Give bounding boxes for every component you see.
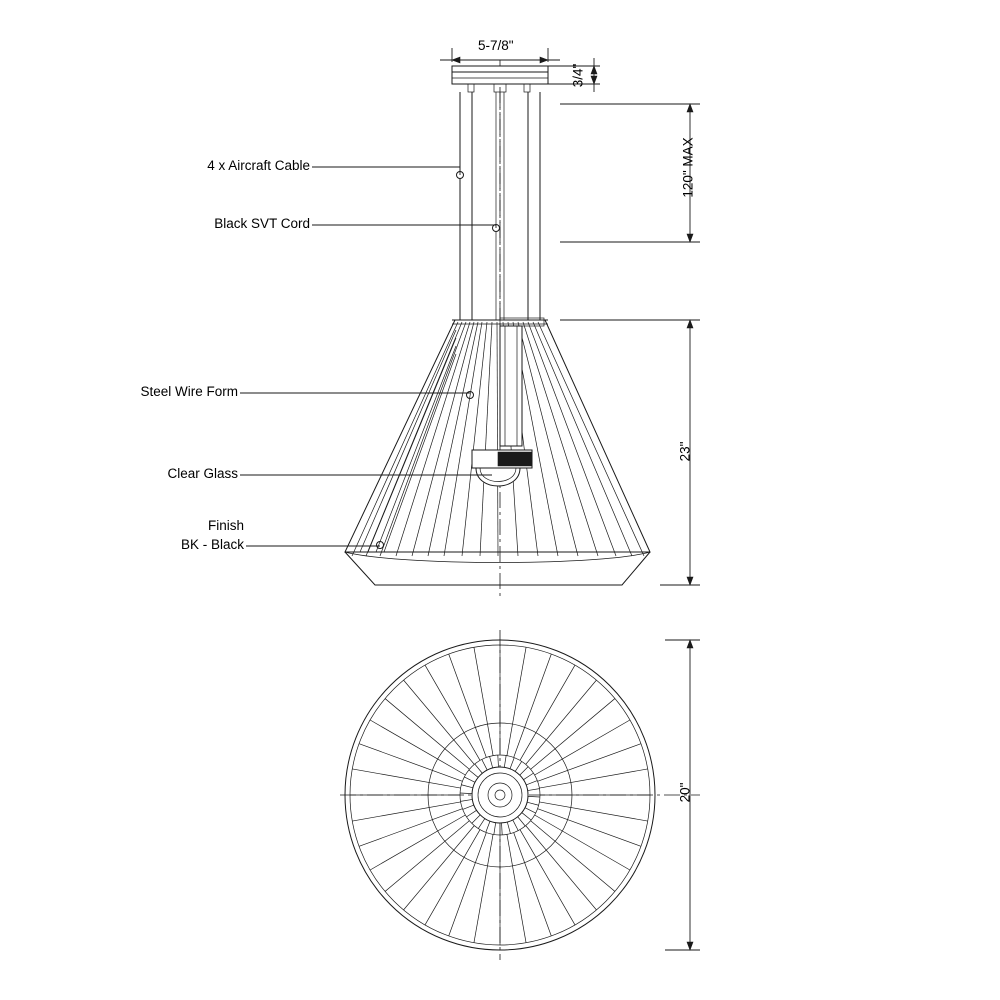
plan-rib bbox=[449, 654, 487, 757]
canopy-plate bbox=[452, 66, 548, 72]
plan-hub-rib bbox=[528, 789, 540, 791]
plan-hub-rib bbox=[463, 805, 474, 809]
plan-hub-rib bbox=[504, 755, 506, 767]
plan-hub-rib bbox=[472, 815, 480, 824]
dim-label-max-drop: 120" MAX bbox=[680, 137, 696, 198]
shade-bottom-rim bbox=[345, 552, 650, 585]
shade-top-bracket bbox=[500, 318, 544, 326]
dim-label-plan-diameter: 20" bbox=[677, 782, 693, 803]
plan-hub-rib bbox=[494, 823, 496, 835]
rim-ellipse-front bbox=[345, 552, 650, 563]
plan-hub-rib bbox=[460, 793, 472, 794]
plan-hub-rib bbox=[522, 813, 531, 821]
plan-hub-rib bbox=[469, 770, 478, 778]
plan-hub-rib bbox=[475, 764, 483, 773]
plan-rib bbox=[352, 802, 460, 821]
plan-rib bbox=[535, 815, 630, 870]
dim-label-canopy-width: 5-7/8" bbox=[478, 38, 514, 53]
plan-rib bbox=[539, 802, 647, 821]
plan-rib bbox=[352, 769, 460, 788]
plan-hub-rib bbox=[515, 761, 522, 771]
plan-hub-rib bbox=[486, 821, 490, 832]
plan-rib bbox=[404, 680, 475, 764]
dim-label-canopy-height: 3/4" bbox=[570, 63, 586, 88]
plan-rib bbox=[531, 699, 615, 770]
plan-hub-rib bbox=[478, 819, 485, 829]
plan-hub-rib bbox=[528, 796, 540, 797]
plan-hub-rib bbox=[518, 817, 526, 826]
plan-rib bbox=[535, 720, 630, 775]
plan-rib bbox=[425, 665, 480, 760]
plan-rib bbox=[539, 769, 647, 788]
plan-hub-rib bbox=[520, 767, 528, 776]
glass-holder-ring bbox=[498, 452, 532, 466]
callout-label-finish-color: BK - Black bbox=[180, 537, 244, 552]
plan-rib bbox=[531, 821, 615, 892]
plan-rib bbox=[425, 830, 480, 925]
plan-rib bbox=[507, 834, 526, 942]
plan-hub-rib bbox=[526, 781, 537, 785]
plan-hub-circle bbox=[472, 767, 528, 823]
plan-rib bbox=[520, 665, 575, 760]
callout-label-steel-wire-form: Steel Wire Form bbox=[140, 384, 238, 399]
plan-hub-rib bbox=[510, 758, 514, 769]
callout-label-clear-glass: Clear Glass bbox=[167, 466, 238, 481]
plan-rib bbox=[514, 833, 552, 936]
plan-rib bbox=[474, 834, 493, 942]
plan-rib bbox=[507, 647, 526, 755]
wire-form-rib-group bbox=[352, 322, 644, 556]
plan-hub-rib bbox=[490, 756, 493, 768]
plan-hub-rib bbox=[461, 785, 473, 788]
plan-rib bbox=[359, 809, 462, 847]
plan-hub-rib bbox=[502, 823, 503, 835]
plan-rib bbox=[404, 826, 475, 910]
plan-rib bbox=[538, 809, 641, 847]
plan-rib bbox=[526, 826, 597, 910]
plan-hub-rib bbox=[513, 820, 518, 831]
plan-rib bbox=[526, 680, 597, 764]
dim-label-fixture-height: 23" bbox=[677, 441, 693, 462]
plan-hub-rib bbox=[523, 773, 533, 780]
callout-label-svt-cord: Black SVT Cord bbox=[214, 216, 310, 231]
plan-rib bbox=[370, 815, 465, 870]
plan-hub-rib bbox=[467, 810, 477, 817]
plan-hub-rib bbox=[527, 802, 539, 805]
plan-rib bbox=[359, 744, 462, 782]
plan-hub-rib bbox=[482, 759, 487, 770]
plan-rib bbox=[385, 821, 469, 892]
plan-rib bbox=[474, 647, 493, 755]
plan-rib bbox=[538, 744, 641, 782]
plan-rib bbox=[370, 720, 465, 775]
plan-rib bbox=[449, 833, 487, 936]
callout-label-finish: Finish bbox=[207, 518, 244, 533]
plan-hub-rib bbox=[464, 777, 475, 782]
plan-rib bbox=[514, 654, 552, 757]
plan-hub-rib bbox=[507, 822, 510, 834]
plan-hub-rib bbox=[525, 808, 536, 813]
socket-body bbox=[500, 326, 522, 446]
callout-label-aircraft-cable: 4 x Aircraft Cable bbox=[207, 158, 310, 173]
plan-hub-rib bbox=[461, 799, 473, 801]
plan-rib bbox=[385, 699, 469, 770]
plan-rib bbox=[520, 830, 575, 925]
plan-hub-rib bbox=[498, 755, 499, 767]
